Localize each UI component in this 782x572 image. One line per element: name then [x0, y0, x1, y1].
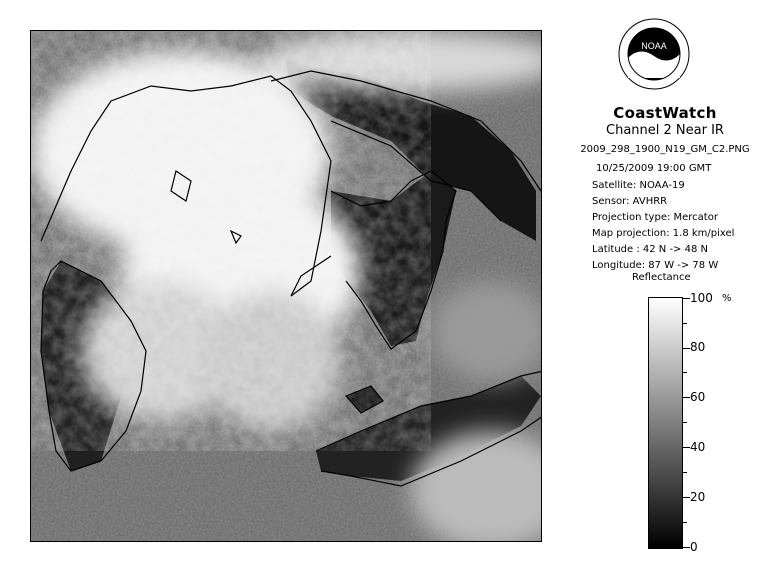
colorbar-tick: [683, 497, 690, 498]
colorbar-tick: [683, 298, 690, 299]
colorbar-tick: [683, 447, 690, 448]
noaa-logo: [618, 18, 690, 90]
colorbar-tick-label: 100: [690, 291, 713, 305]
colorbar-tick: [683, 397, 690, 398]
meta-longitude: Longitude: 87 W -> 78 W: [592, 260, 719, 271]
meta-datetime: 10/25/2009 19:00 GMT: [596, 163, 712, 174]
colorbar-tick: [683, 348, 690, 349]
colorbar-minor-tick: [683, 323, 687, 324]
meta-satellite: Satellite: NOAA-19: [592, 180, 685, 191]
colorbar-tick-label: 20: [690, 490, 706, 504]
colorbar-tick-label: 40: [690, 440, 706, 454]
meta-projection-type: Projection type: Mercator: [592, 212, 718, 223]
colorbar-minor-tick: [683, 472, 687, 473]
channel-subtitle: Channel 2 Near IR: [606, 123, 724, 138]
colorbar-tick-label: 60: [690, 390, 706, 404]
colorbar-minor-tick: [683, 422, 687, 423]
satellite-image: [30, 30, 542, 542]
colorbar-tick-label: 80: [690, 340, 706, 354]
colorbar-unit: %: [722, 293, 732, 304]
colorbar-minor-tick: [683, 522, 687, 523]
colorbar-title: Reflectance: [632, 272, 691, 283]
meta-map-projection: Map projection: 1.8 km/pixel: [592, 228, 735, 239]
app-title: CoastWatch: [613, 104, 717, 122]
colorbar: [648, 297, 683, 549]
colorbar-minor-tick: [683, 372, 687, 373]
colorbar-tick: [683, 547, 690, 548]
colorbar-tick-label: 0: [690, 540, 698, 554]
image-filename: 2009_298_1900_N19_GM_C2.PNG: [580, 144, 750, 155]
meta-sensor: Sensor: AVHRR: [592, 196, 668, 207]
meta-latitude: Latitude : 42 N -> 48 N: [592, 244, 708, 255]
logo-label: NOAA: [641, 41, 667, 51]
